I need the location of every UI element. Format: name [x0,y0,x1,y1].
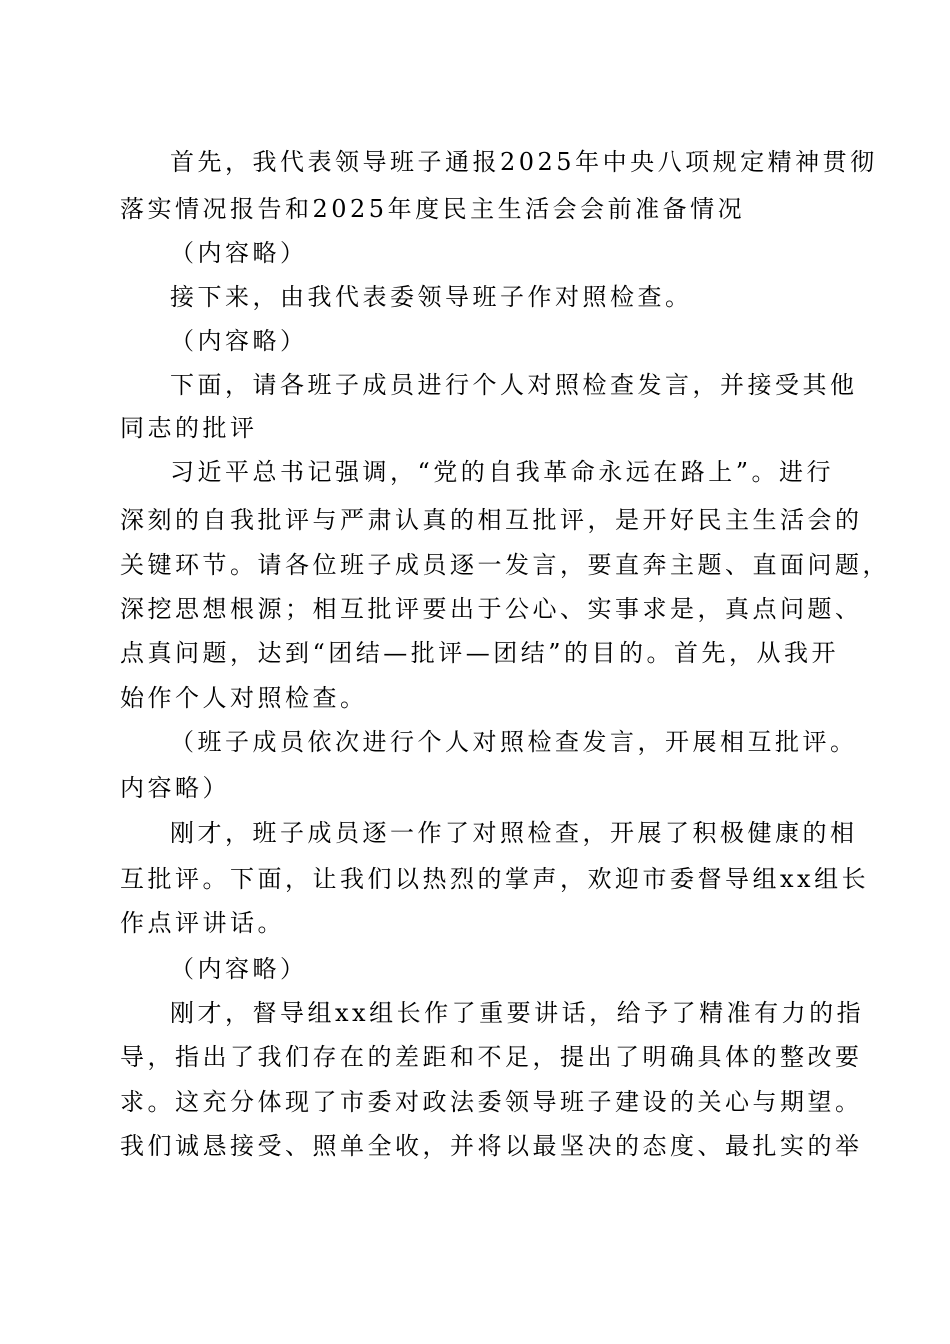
paragraph-8-line-2: 互批评。下面，让我们以热烈的掌声，欢迎市委督导组xx组长 [120,865,870,893]
paragraph-7-line-1: （班子成员依次进行个人对照检查发言，开展相互批评。 [170,728,858,756]
paragraph-10-line-2: 导，指出了我们存在的差距和不足，提出了明确具体的整改要 [120,1043,863,1071]
paragraph-1-line-2: 落实情况报告和2025年度民主生活会会前准备情况 [120,195,746,223]
paragraph-6-line-2: 深刻的自我批评与严肃认真的相互批评，是开好民主生活会的 [120,506,863,534]
paragraph-6-line-5: 点真问题，达到“团结—批评—团结”的目的。首先，从我开 [120,639,840,667]
paragraph-6-line-6: 始作个人对照检查。 [120,684,368,712]
paragraph-9-line-1: （内容略） [170,955,308,983]
paragraph-4-line-1: （内容略） [170,327,308,355]
paragraph-10-line-4: 我们诚恳接受、照单全收，并将以最坚决的态度、最扎实的举 [120,1132,863,1160]
paragraph-3-line-1: 接下来，由我代表委领导班子作对照检查。 [170,283,693,311]
paragraph-10-line-3: 求。这充分体现了市委对政法委领导班子建设的关心与期望。 [120,1088,863,1116]
paragraph-8-line-3: 作点评讲话。 [120,909,285,937]
paragraph-2-line-1: （内容略） [170,239,308,267]
paragraph-7-line-2: 内容略） [120,774,230,802]
paragraph-6-line-4: 深挖思想根源；相互批评要出于公心、实事求是，真点问题、 [120,595,863,623]
paragraph-10-line-1: 刚才，督导组xx组长作了重要讲话，给予了精准有力的指 [170,999,865,1027]
paragraph-6-line-1: 习近平总书记强调，“党的自我革命永远在路上”。进行 [170,458,835,486]
paragraph-5-line-1: 下面，请各班子成员进行个人对照检查发言，并接受其他 [170,371,858,399]
paragraph-8-line-1: 刚才，班子成员逐一作了对照检查，开展了积极健康的相 [170,819,858,847]
paragraph-1-line-1: 首先，我代表领导班子通报2025年中央八项规定精神贯彻 [170,148,878,176]
paragraph-6-line-3: 关键环节。请各位班子成员逐一发言，要直奔主题、直面问题， [120,551,890,579]
paragraph-5-line-2: 同志的批评 [120,414,258,442]
